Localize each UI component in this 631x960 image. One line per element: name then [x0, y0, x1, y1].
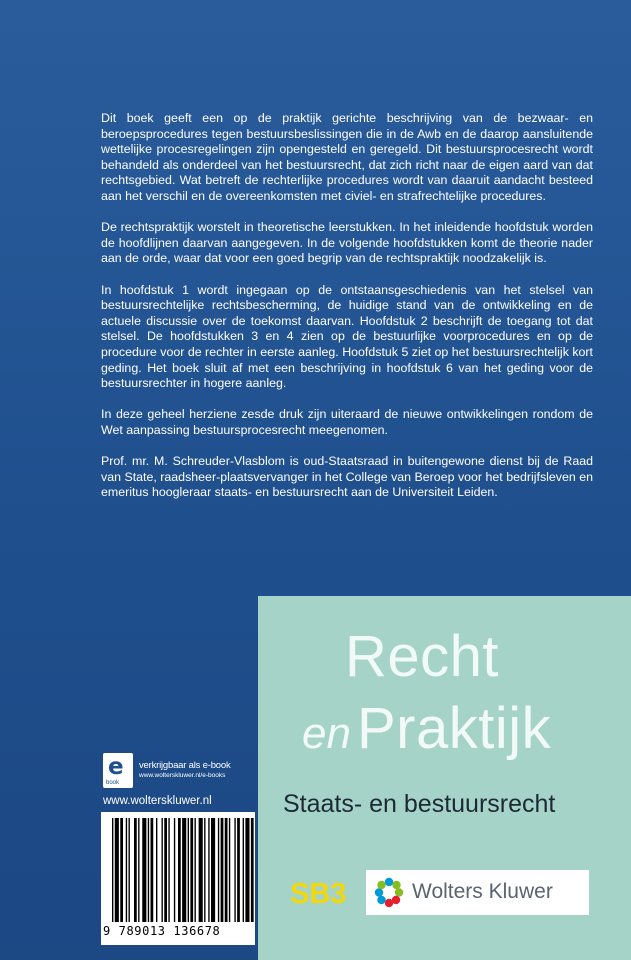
blurb-paragraph: In deze geheel herziene zesde druk zijn uiteraard de nieuwe ontwikkelingen rondom de Wet aanpassing bestuursprocesrecht meegenomen.	[101, 407, 593, 437]
series-title-line1: Recht	[345, 624, 500, 689]
blurb-paragraph: Dit boek geeft een op de praktijk gerichte beschrijving van de bezwaar- en beroepsprocedures tegen bestuursbeslissingen die in de Awb en de daarop aansluitende wettelijke procesregelingen zijn opengesteld en geregeld. Dit bestuursprocesrecht wordt behandeld als onderdeel van het bestuursrecht, dat zich richt naar de eigen aard van dat rechtsgebied. Wat betreft de rechterlijke procedures wordt van daaruit aandacht besteed aan het verschil en de overeenkomsten met civiel- en strafrechtelijke procedures.	[101, 111, 593, 203]
series-title-word2: Praktijk	[356, 696, 552, 761]
author-bio: Prof. mr. M. Schreuder-Vlasblom is oud-Staatsraad in buitengewone dienst bij de Raad van State, raadsheer-plaatsvervanger in het College van Beroep voor het bedrijfsleven en emeritus hoogleraar staats- en bestuursrecht aan de Universiteit Leiden.	[101, 454, 593, 500]
barcode-digits: 9 789013 136678	[103, 924, 221, 938]
back-cover-blurb	[101, 111, 593, 516]
blurb-paragraph: In hoofdstuk 1 wordt ingegaan op de ontstaansgeschiedenis van het stelsel van bestuursrechtelijke rechtsbescherming, de huidige stand van de ontwikkeling en de actuele discussie over de toekomst daarvan. Hoofdstuk 2 beschrijft de toegang tot dat stelsel. De hoofdstukken 3 en 4 zien op de bestuurlijke voorprocedures en op de procedure voor de rechter in eerste aanleg. Hoofdstuk 5 ziet op het bestuursrechtelijk kort geding. Het boek sluit af met een beschrijving in hoofdstuk 6 van het geding voor de bestuursrechter in hogere aanleg.	[101, 282, 593, 391]
wolters-kluwer-logo-icon	[373, 876, 405, 908]
series-code: SB3	[290, 878, 347, 910]
series-title-line2	[302, 696, 552, 773]
publisher-website: www.wolterskluwer.nl	[103, 795, 212, 807]
barcode	[112, 818, 255, 922]
book-subject: Staats- en bestuursrecht	[283, 790, 556, 818]
ebook-icon-letter: e	[108, 754, 124, 780]
series-title-connector: en	[302, 709, 351, 758]
ebook-icon-sub: book	[106, 780, 120, 786]
publisher-name: Wolters Kluwer	[412, 880, 553, 903]
ebook-url: www.wolterskluwer.nl/e-books	[139, 772, 226, 779]
blurb-paragraph: De rechtspraktijk worstelt in theoretische leerstukken. In het inleidende hoofdstuk worden de hoofdlijnen daarvan aangegeven. In de volgende hoofdstukken komt de theorie nader aan de orde, waar dat voor een goed begrip van de rechtspraktijk noodzakelijk is.	[101, 220, 593, 266]
ebook-label: verkrijgbaar als e-book	[139, 760, 231, 771]
ebook-icon	[103, 753, 133, 788]
